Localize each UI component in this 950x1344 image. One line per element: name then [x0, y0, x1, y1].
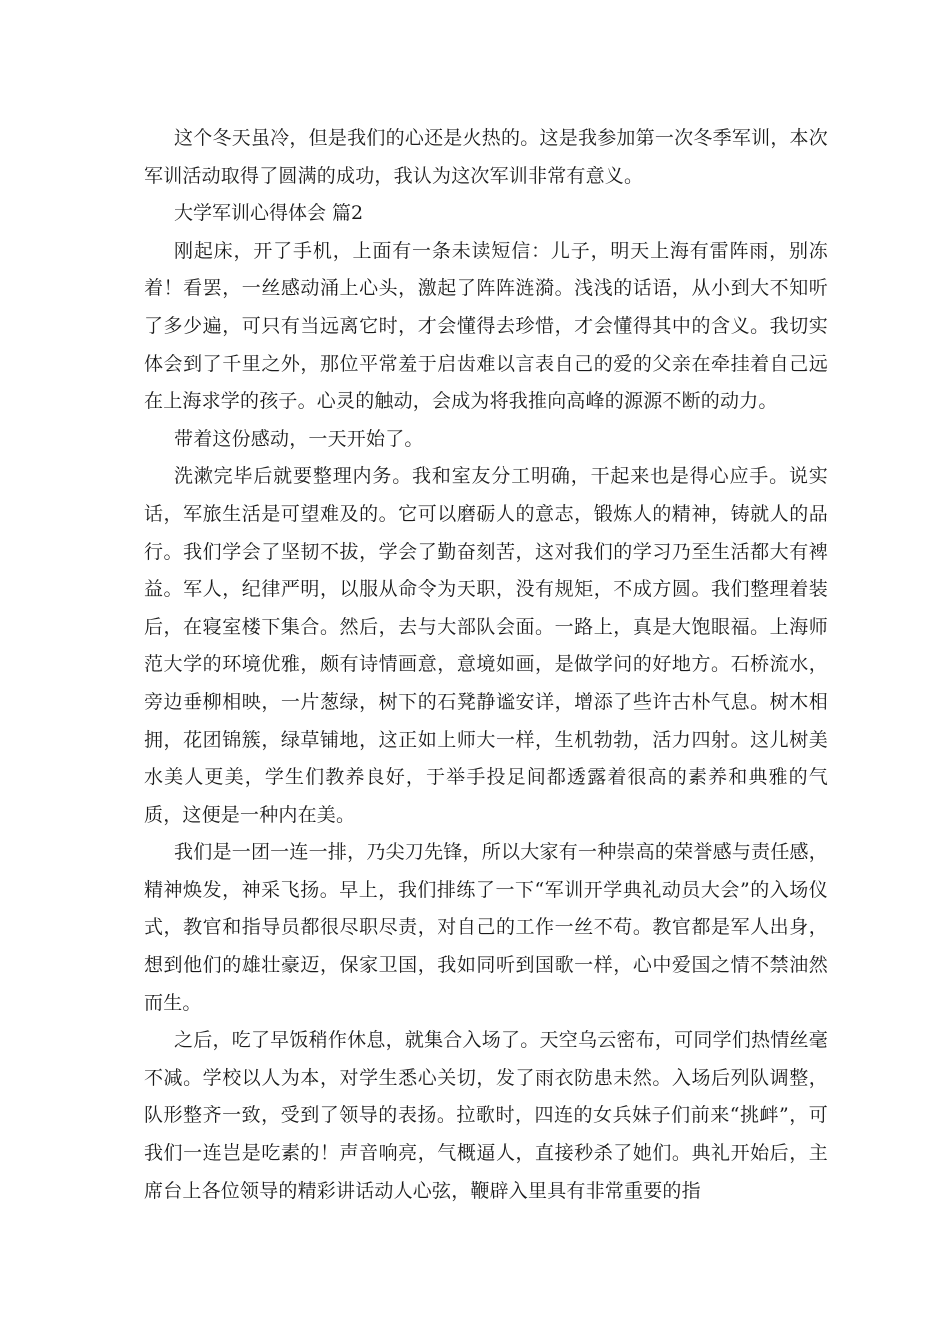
paragraph-5: 我们是一团一连一排，乃尖刀先锋，所以大家有一种崇高的荣誉感与责任感，精神焕发，神采飞扬。早上，我们排练了一下“军训开学典礼动员大会”的入场仪式，教官和指导员都很尽职尽责，对自己的工作一丝不苟。教官都是军人出身，想到他们的雄壮豪迈，保家卫国，我如同听到国歌一样，心中爱国之情不禁油然而生。 [144, 841, 828, 1014]
paragraph-2: 刚起床，开了手机，上面有一条未读短信：儿子，明天上海有雷阵雨，别冻着！看罢，一丝感动涌上心头，激起了阵阵涟漪。浅浅的话语，从小到大不知听了多少遍，可只有当远离它时，才会懂得去珍惜，才会懂得其中的含义。我切实体会到了千里之外，那位平常羞于启齿难以言表自己的爱的父亲在牵挂着自己远在上海求学的孩子。心灵的触动，会成为将我推向高峰的源源不断的动力。 [144, 239, 828, 413]
paragraph-6: 之后，吃了早饭稍作休息，就集合入场了。天空乌云密布，可同学们热情丝毫不减。学校以人为本，对学生悉心关切，发了雨衣防患未然。入场后列队调整，队形整齐一致，受到了领导的表扬。拉歌时，四连的女兵妹子们前来“挑衅”，可我们一连岂是吃素的！声音响亮，气概逼人，直接秒杀了她们。典礼开始后，主席台上各位领导的精彩讲话动人心弦，鞭辟入里具有非常重要的指 [144, 1029, 828, 1202]
paragraph-1: 这个冬天虽冷，但是我们的心还是火热的。这是我参加第一次冬季军训，本次军训活动取得了圆满的成功，我认为这次军训非常有意义。 [144, 127, 828, 187]
paragraph-4: 洗漱完毕后就要整理内务。我和室友分工明确，干起来也是得心应手。说实话，军旅生活是可望难及的。它可以磨砺人的意志，锻炼人的精神，铸就人的品行。我们学会了坚韧不拔，学会了勤奋刻苦，这对我们的学习乃至生活都大有裨益。军人，纪律严明，以服从命令为天职，没有规矩，不成方圆。我们整理着装后，在寝室楼下集合。然后，去与大部队会面。一路上，真是大饱眼福。上海师范大学的环境优雅，颇有诗情画意，意境如画，是做学问的好地方。石桥流水，旁边垂柳相映，一片葱绿，树下的石凳静谧安详，增添了些许古朴气息。树木相拥，花团锦簇，绿草铺地，这正如上师大一样，生机勃勃，活力四射。这儿树美水美人更美，学生们教养良好，于举手投足间都透露着很高的素养和典雅的气质，这便是一种内在美。 [144, 465, 828, 826]
section-heading: 大学军训心得体会 篇2 [174, 202, 364, 225]
paragraph-3: 带着这份感动，一天开始了。 [174, 427, 424, 450]
document-body [144, 120, 828, 1210]
